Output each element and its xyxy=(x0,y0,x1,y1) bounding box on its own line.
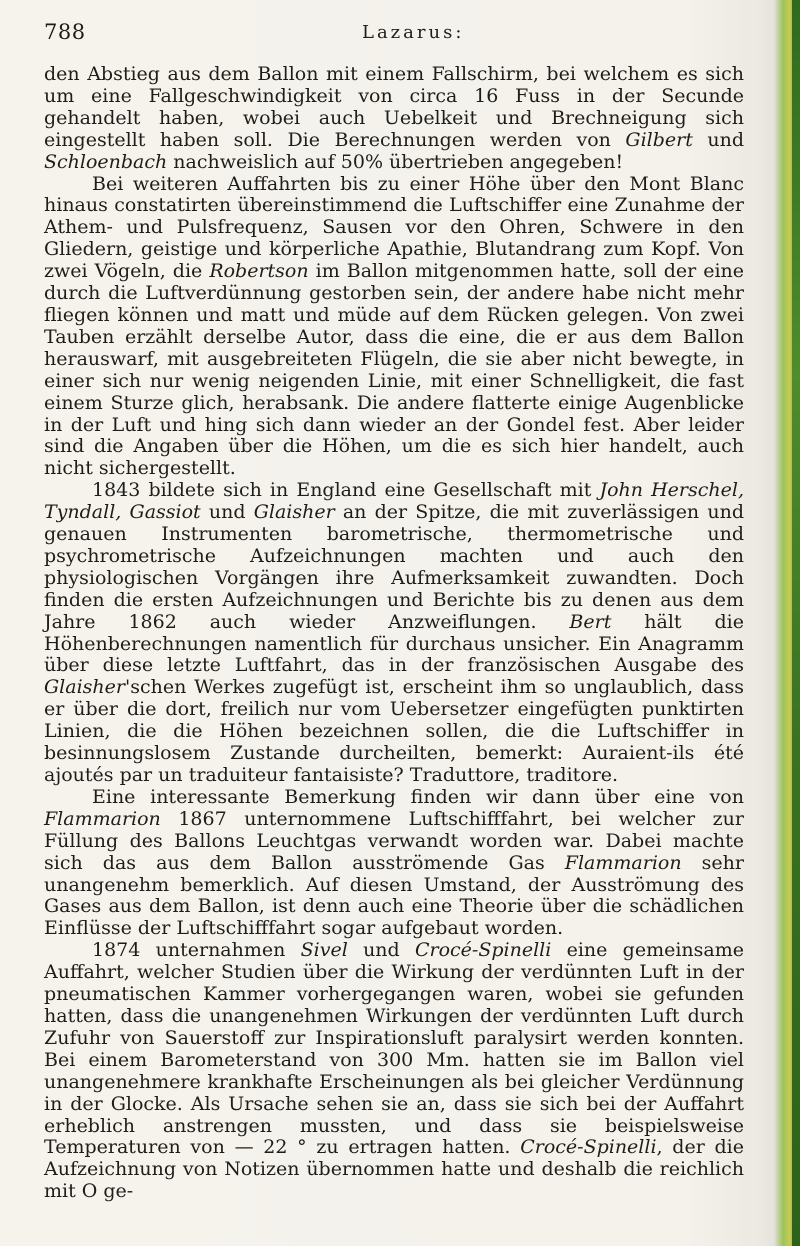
italic-name: Glaisher xyxy=(44,676,125,699)
text-run: Bei weiteren Auffahrten bis zu einer Höhe über den Mont Blanc hinaus constatirten übereinstimmend die Luftschiffer eine Zunahme der Athem- und Pulsfrequenz, Sausen vor den Ohren, Schwere in den Gliedern, geistige und körperliche Apathie, Blutandrang zum Kopf. Von zwei Vögeln, die xyxy=(44,172,744,283)
text-run: an der Spitze, die mit zuverlässigen und genauen Instrumenten barometrische, thermometrische und psychrometrische Aufzeichnungen machten und auch den physiologischen Vorgängen ihre Aufmerksamkeit zuwandten. Doch finden die ersten Aufzeichnungen und Berichte bis zu denen aus dem Jahre 1862 auch wieder Anzweiflungen. xyxy=(44,501,744,633)
text-run: nachweislich auf 50% übertrieben angegeben! xyxy=(167,150,624,173)
page-header xyxy=(44,20,744,48)
paragraph xyxy=(44,480,744,787)
page-number: 788 xyxy=(44,20,86,44)
text-run: 'schen Werkes zugefügt ist, erscheint ihm so unglaublich, dass er über die dort, freilich nur vom Uebersetzer eingefügten punktirten Linien, die die Höhen bezeichnen sollen, die die Luftschiffer in besinnungslosem Zustande durcheilten, bemerkt: Auraient-ils été ajoutés par un traduiteur fantaisiste? Traduttore, traditore. xyxy=(44,676,744,786)
italic-name: Bert xyxy=(569,610,612,633)
text-run: 1843 bildete sich in England eine Gesellschaft mit xyxy=(92,479,600,502)
body-text xyxy=(44,64,744,1203)
text-run: 1867 unternommene Luftschifffahrt, bei welcher zur Füllung des Ballons Leuchtgas verwandt worden war. Dabei machte sich das aus dem Ballon ausströmende Gas xyxy=(44,807,744,874)
italic-name: Flammarion xyxy=(44,807,161,830)
italic-name: Robertson xyxy=(209,260,309,283)
italic-name: Crocé-Spinelli xyxy=(414,939,552,962)
italic-name: John Herschel, Tyndall, Gassiot xyxy=(44,479,744,524)
page-edge-binding xyxy=(792,0,800,1246)
text-run: und xyxy=(200,501,254,524)
italic-name: Glaisher xyxy=(253,501,335,524)
text-run: sehr unangenehm bemerklich. Auf diesen Umstand, der Ausströmung des Gases aus dem Ballon, ist denn auch eine Theorie über die schädlichen Einflüsse der Luftschifffahrt sogar aufgebaut worden. xyxy=(44,851,744,940)
text-run: eine gemeinsame Auffahrt, welcher Studien über die Wirkung der verdünnten Luft in der pneumatischen Kammer vorhergegangen waren, wobei sie gefunden hatten, dass die unangenehmen Wirkungen der verdünnten Luft durch Zufuhr von Sauerstoff zur Inspirationsluft paralysirt werden konnten. Bei einem Barometerstand von 300 Mm. hatten sie im Ballon viel unangenehmere krankhafte Erscheinungen als bei gleicher Verdünnung in der Glocke. Als Ursache sehen sie an, dass sie sich bei der Auffahrt erheblich anstrengen mussten, und dass sie beispielsweise Temperaturen von — 22 ° zu ertragen hatten. xyxy=(44,939,744,1159)
running-head: Lazarus: xyxy=(362,22,465,43)
text-run: hält die Höhenberechnungen namentlich für durchaus unsicher. Ein Anagramm über diese letzte Luftfahrt, das in der französischen Ausgabe des xyxy=(44,610,744,677)
paragraph xyxy=(44,787,744,940)
text-run: , der die Aufzeichnung von Notizen übernommen hatte und deshalb die reichlich mit O ge- xyxy=(44,1136,745,1203)
italic-name: Flammarion xyxy=(564,851,682,874)
paragraph xyxy=(44,174,744,481)
text-run: im Ballon mitgenommen hatte, soll der eine durch die Luftverdünnung gestorben sein, der andere habe nicht mehr fliegen können und matt und müde auf dem Rücken gelegen. Von zwei Tauben erzählt derselbe Autor, dass die eine, die er aus dem Ballon herauswarf, mit ausgebreiteten Flügeln, die sie aber nicht bewegte, in einer sich nur wenig neigenden Linie, mit einer Schnelligkeit, die fast einem Sturze glich, herabsank. Die andere flatterte einige Augenblicke in der Luft und hing sich dann wieder an der Gondel fest. Aber leider sind die Angaben über die Höhen, um die es sich hier handelt, auch nicht sichergestellt. xyxy=(44,260,745,480)
italic-name: Crocé-Spinelli xyxy=(520,1136,657,1159)
text-run: Eine interessante Bemerkung finden wir dann über eine von xyxy=(92,785,744,808)
paragraph xyxy=(44,940,744,1203)
text-run: und xyxy=(347,939,415,962)
paragraph xyxy=(44,64,744,174)
text-run: 1874 unternahmen xyxy=(92,939,301,962)
text-run: den Abstieg aus dem Ballon mit einem Fallschirm, bei welchem es sich um eine Fallgeschwindigkeit von circa 16 Fuss in der Secunde gehandelt haben, wobei auch Uebelkeit und Brechneigung sich eingestellt haben soll. Die Berechnungen werden von xyxy=(44,63,744,151)
italic-name: Gilbert xyxy=(625,128,693,151)
text-run: und xyxy=(692,128,744,151)
italic-name: Sivel xyxy=(300,939,348,962)
italic-name: Schloenbach xyxy=(44,150,168,173)
